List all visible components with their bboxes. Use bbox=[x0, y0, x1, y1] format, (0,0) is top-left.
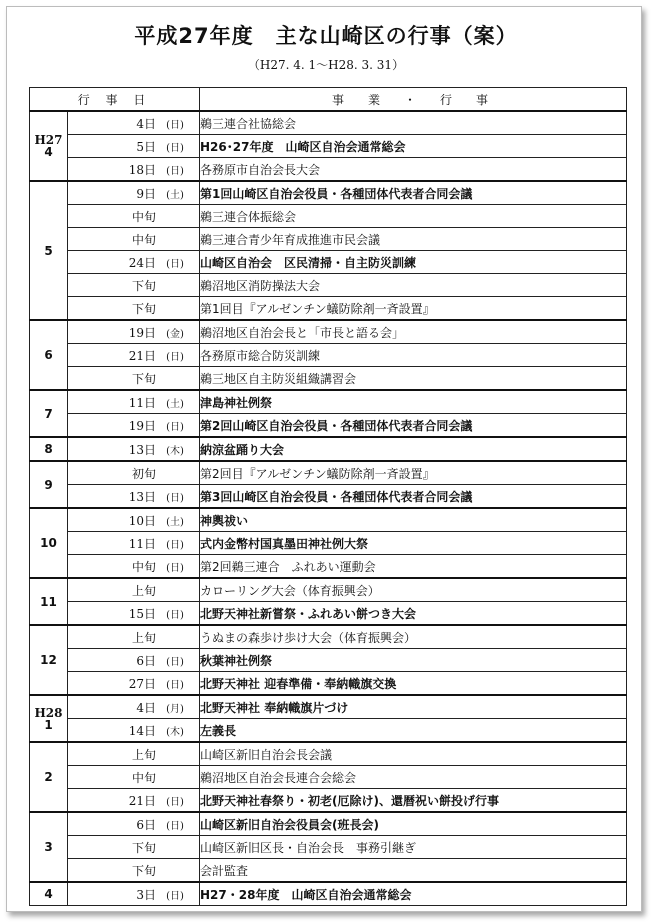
day-value: 21日 bbox=[128, 348, 156, 363]
year-label: H27 bbox=[34, 133, 63, 147]
date-cell bbox=[68, 390, 200, 414]
date-cell bbox=[68, 766, 200, 789]
day-value: 下旬 bbox=[131, 371, 156, 386]
date-cell bbox=[68, 320, 200, 344]
weekday-value: (日) bbox=[166, 165, 184, 177]
event-cell: 秋葉神社例祭 bbox=[200, 649, 627, 672]
schedule-row bbox=[30, 742, 627, 766]
month-label: 11 bbox=[40, 594, 57, 609]
schedule-row bbox=[30, 228, 627, 251]
day-value: 11日 bbox=[128, 536, 156, 551]
date-cell bbox=[68, 461, 200, 485]
event-cell: 納涼盆踊り大会 bbox=[200, 437, 627, 461]
weekday-value: (土) bbox=[166, 189, 184, 201]
date-cell bbox=[68, 695, 200, 719]
month-label: 9 bbox=[44, 477, 53, 492]
day-value: 下旬 bbox=[131, 840, 156, 855]
month-cell bbox=[30, 320, 68, 390]
date-cell bbox=[68, 297, 200, 321]
month-label: 5 bbox=[44, 243, 53, 258]
date-cell bbox=[68, 789, 200, 813]
event-cell: 神輿祓い bbox=[200, 508, 627, 532]
weekday-value: (月) bbox=[166, 703, 184, 715]
weekday-value: (日) bbox=[166, 609, 184, 621]
schedule-row bbox=[30, 555, 627, 579]
date-cell bbox=[68, 437, 200, 461]
schedule-row bbox=[30, 437, 627, 461]
event-cell: 北野天神社 奉納幟旗片づけ bbox=[200, 695, 627, 719]
month-label: 12 bbox=[40, 653, 57, 667]
schedule-row bbox=[30, 414, 627, 438]
month-cell bbox=[30, 508, 68, 578]
date-cell bbox=[68, 719, 200, 743]
weekday-value: (日) bbox=[166, 679, 184, 691]
day-value: 上旬 bbox=[131, 583, 156, 598]
day-value: 21日 bbox=[128, 793, 156, 808]
date-cell bbox=[68, 882, 200, 906]
schedule-row bbox=[30, 649, 627, 672]
weekday-value: (日) bbox=[166, 539, 184, 551]
schedule-body bbox=[30, 111, 627, 906]
schedule-table bbox=[29, 87, 627, 906]
date-cell bbox=[68, 414, 200, 438]
day-value: 中旬 bbox=[131, 770, 156, 785]
event-column-header: 事 業 ・ 行 事 bbox=[200, 88, 627, 112]
month-cell bbox=[30, 882, 68, 906]
weekday-value: (日) bbox=[166, 351, 184, 363]
schedule-row bbox=[30, 181, 627, 205]
month-label: 10 bbox=[40, 536, 57, 550]
schedule-row bbox=[30, 602, 627, 626]
schedule-row bbox=[30, 367, 627, 391]
schedule-row bbox=[30, 859, 627, 883]
day-value: 中旬 bbox=[131, 232, 156, 247]
event-cell: 山崎区新旧自治会役員会(班長会) bbox=[200, 812, 627, 836]
event-cell: 鵜沼地区自治会長連合会総会 bbox=[200, 766, 627, 789]
event-cell: 会計監査 bbox=[200, 859, 627, 883]
event-cell: 第1回山崎区自治会役員・各種団体代表者合同会議 bbox=[200, 181, 627, 205]
date-cell bbox=[68, 205, 200, 228]
weekday-value: (日) bbox=[166, 890, 184, 902]
day-value: 3日 bbox=[136, 887, 156, 902]
weekday-value: (日) bbox=[166, 142, 184, 154]
day-value: 13日 bbox=[128, 489, 156, 504]
event-cell: 左義長 bbox=[200, 719, 627, 743]
schedule-row bbox=[30, 882, 627, 906]
event-cell: H27・28年度 山崎区自治会通常総会 bbox=[200, 882, 627, 906]
schedule-row bbox=[30, 719, 627, 743]
event-cell: 第2回鵜三連合 ふれあい運動会 bbox=[200, 555, 627, 579]
month-label: 3 bbox=[44, 840, 53, 854]
event-cell: 鵜三連合体振総会 bbox=[200, 205, 627, 228]
event-cell: H26･27年度 山崎区自治会通常総会 bbox=[200, 135, 627, 158]
weekday-value: (土) bbox=[166, 398, 184, 410]
day-value: 14日 bbox=[128, 723, 156, 738]
schedule-row bbox=[30, 485, 627, 509]
schedule-row bbox=[30, 532, 627, 555]
date-cell bbox=[68, 555, 200, 579]
schedule-row bbox=[30, 789, 627, 813]
day-value: 下旬 bbox=[131, 863, 156, 878]
schedule-row bbox=[30, 251, 627, 274]
day-value: 19日 bbox=[128, 325, 156, 340]
day-value: 6日 bbox=[136, 817, 156, 832]
event-cell: 北野天神社 迎春準備・奉納幟旗交換 bbox=[200, 672, 627, 696]
event-cell: 山崎区新旧区長・自治会長 事務引継ぎ bbox=[200, 836, 627, 859]
day-value: 初旬 bbox=[131, 466, 156, 481]
schedule-row bbox=[30, 344, 627, 367]
period-subtitle: （H27. 4. 1～H28. 3. 31） bbox=[247, 58, 405, 72]
event-cell: 北野天神社新嘗祭・ふれあい餅つき大会 bbox=[200, 602, 627, 626]
month-cell bbox=[30, 812, 68, 882]
schedule-row bbox=[30, 111, 627, 135]
day-value: 下旬 bbox=[131, 278, 156, 293]
date-cell bbox=[68, 742, 200, 766]
event-cell: 第1回目『アルゼンチン蟻防除剤一斉設置』 bbox=[200, 297, 627, 321]
month-label: 6 bbox=[44, 348, 53, 362]
event-cell: 鵜三連合社協総会 bbox=[200, 111, 627, 135]
schedule-row bbox=[30, 320, 627, 344]
day-value: 19日 bbox=[128, 418, 156, 433]
day-value: 上旬 bbox=[131, 747, 156, 762]
date-cell bbox=[68, 344, 200, 367]
schedule-row bbox=[30, 672, 627, 696]
day-value: 10日 bbox=[128, 513, 156, 528]
event-cell: 津島神社例祭 bbox=[200, 390, 627, 414]
event-cell: 第2回目『アルゼンチン蟻防除剤一斉設置』 bbox=[200, 461, 627, 485]
day-value: 27日 bbox=[128, 676, 156, 691]
event-cell: 山崎区新旧自治会長会議 bbox=[200, 742, 627, 766]
month-cell bbox=[30, 437, 68, 461]
schedule-row bbox=[30, 766, 627, 789]
day-value: 6日 bbox=[136, 653, 156, 668]
day-value: 5日 bbox=[136, 139, 156, 154]
date-cell bbox=[68, 508, 200, 532]
day-value: 中旬 bbox=[131, 209, 156, 224]
date-cell bbox=[68, 158, 200, 182]
event-cell: 鵜沼地区消防操法大会 bbox=[200, 274, 627, 297]
date-column-header: 行 事 日 bbox=[30, 88, 200, 112]
weekday-value: (土) bbox=[166, 516, 184, 528]
event-cell: 鵜三地区自主防災組織講習会 bbox=[200, 367, 627, 391]
day-value: 11日 bbox=[128, 395, 156, 410]
month-cell bbox=[30, 695, 68, 742]
day-value: 上旬 bbox=[131, 630, 156, 645]
schedule-row bbox=[30, 812, 627, 836]
date-cell bbox=[68, 367, 200, 391]
weekday-value: (日) bbox=[166, 119, 184, 131]
event-cell: 北野天神社春祭り・初老(厄除け)、還暦祝い餅投げ行事 bbox=[200, 789, 627, 813]
schedule-row bbox=[30, 508, 627, 532]
date-cell bbox=[68, 649, 200, 672]
schedule-row bbox=[30, 274, 627, 297]
month-label: 4 bbox=[44, 145, 53, 159]
year-label: H28 bbox=[34, 705, 63, 720]
schedule-row bbox=[30, 158, 627, 182]
event-cell: 鵜沼地区自治会長と「市長と語る会」 bbox=[200, 320, 627, 344]
date-cell bbox=[68, 859, 200, 883]
day-value: 4日 bbox=[136, 700, 156, 715]
date-cell bbox=[68, 485, 200, 509]
month-cell bbox=[30, 578, 68, 625]
date-cell bbox=[68, 111, 200, 135]
schedule-row bbox=[30, 836, 627, 859]
event-cell: 各務原市自治会長大会 bbox=[200, 158, 627, 182]
weekday-value: (日) bbox=[166, 820, 184, 832]
date-cell bbox=[68, 274, 200, 297]
date-cell bbox=[68, 672, 200, 696]
date-cell bbox=[68, 181, 200, 205]
month-cell bbox=[30, 390, 68, 437]
schedule-row bbox=[30, 578, 627, 602]
page-title: 平成27年度 主な山崎区の行事（案） bbox=[134, 24, 518, 48]
schedule-row bbox=[30, 297, 627, 321]
event-cell: 式内金幣村国真墨田神社例大祭 bbox=[200, 532, 627, 555]
month-label: 8 bbox=[44, 442, 53, 456]
event-cell: 鵜三連合青少年育成推進市民会議 bbox=[200, 228, 627, 251]
day-value: 4日 bbox=[136, 116, 156, 131]
month-label: 1 bbox=[44, 717, 53, 732]
month-cell bbox=[30, 625, 68, 695]
weekday-value: (木) bbox=[166, 726, 184, 738]
event-cell: カローリング大会（体育振興会） bbox=[200, 578, 627, 602]
date-cell bbox=[68, 578, 200, 602]
weekday-value: (日) bbox=[166, 258, 184, 270]
schedule-row bbox=[30, 390, 627, 414]
schedule-row bbox=[30, 625, 627, 649]
day-value: 下旬 bbox=[131, 301, 156, 316]
weekday-value: (日) bbox=[166, 562, 184, 574]
month-label: 7 bbox=[44, 406, 53, 421]
weekday-value: (日) bbox=[166, 656, 184, 668]
schedule-row bbox=[30, 461, 627, 485]
month-label: 4 bbox=[44, 887, 53, 901]
day-value: 9日 bbox=[136, 186, 156, 201]
event-cell: 第2回山崎区自治会役員・各種団体代表者合同会議 bbox=[200, 414, 627, 438]
weekday-value: (日) bbox=[166, 796, 184, 808]
date-cell bbox=[68, 812, 200, 836]
weekday-value: (金) bbox=[166, 328, 184, 340]
event-cell: 山崎区自治会 区民清掃・自主防災訓練 bbox=[200, 251, 627, 274]
table-header-row bbox=[30, 88, 627, 112]
schedule-row bbox=[30, 205, 627, 228]
day-value: 24日 bbox=[128, 255, 156, 270]
day-value: 中旬 bbox=[131, 559, 156, 574]
day-value: 13日 bbox=[128, 442, 156, 457]
weekday-value: (木) bbox=[166, 445, 184, 457]
date-cell bbox=[68, 602, 200, 626]
event-cell: 第3回山崎区自治会役員・各種団体代表者合同会議 bbox=[200, 485, 627, 509]
date-cell bbox=[68, 135, 200, 158]
day-value: 15日 bbox=[128, 606, 156, 621]
event-cell: うぬまの森歩け歩け大会（体育振興会） bbox=[200, 625, 627, 649]
schedule-row bbox=[30, 135, 627, 158]
date-cell bbox=[68, 532, 200, 555]
month-label: 2 bbox=[44, 770, 53, 784]
month-cell bbox=[30, 181, 68, 320]
date-cell bbox=[68, 625, 200, 649]
month-cell bbox=[30, 742, 68, 812]
month-cell bbox=[30, 111, 68, 181]
date-cell bbox=[68, 251, 200, 274]
month-cell bbox=[30, 461, 68, 508]
schedule-row bbox=[30, 695, 627, 719]
date-cell bbox=[68, 228, 200, 251]
day-value: 18日 bbox=[128, 162, 156, 177]
event-cell: 各務原市総合防災訓練 bbox=[200, 344, 627, 367]
date-cell bbox=[68, 836, 200, 859]
weekday-value: (日) bbox=[166, 492, 184, 504]
weekday-value: (日) bbox=[166, 421, 184, 433]
